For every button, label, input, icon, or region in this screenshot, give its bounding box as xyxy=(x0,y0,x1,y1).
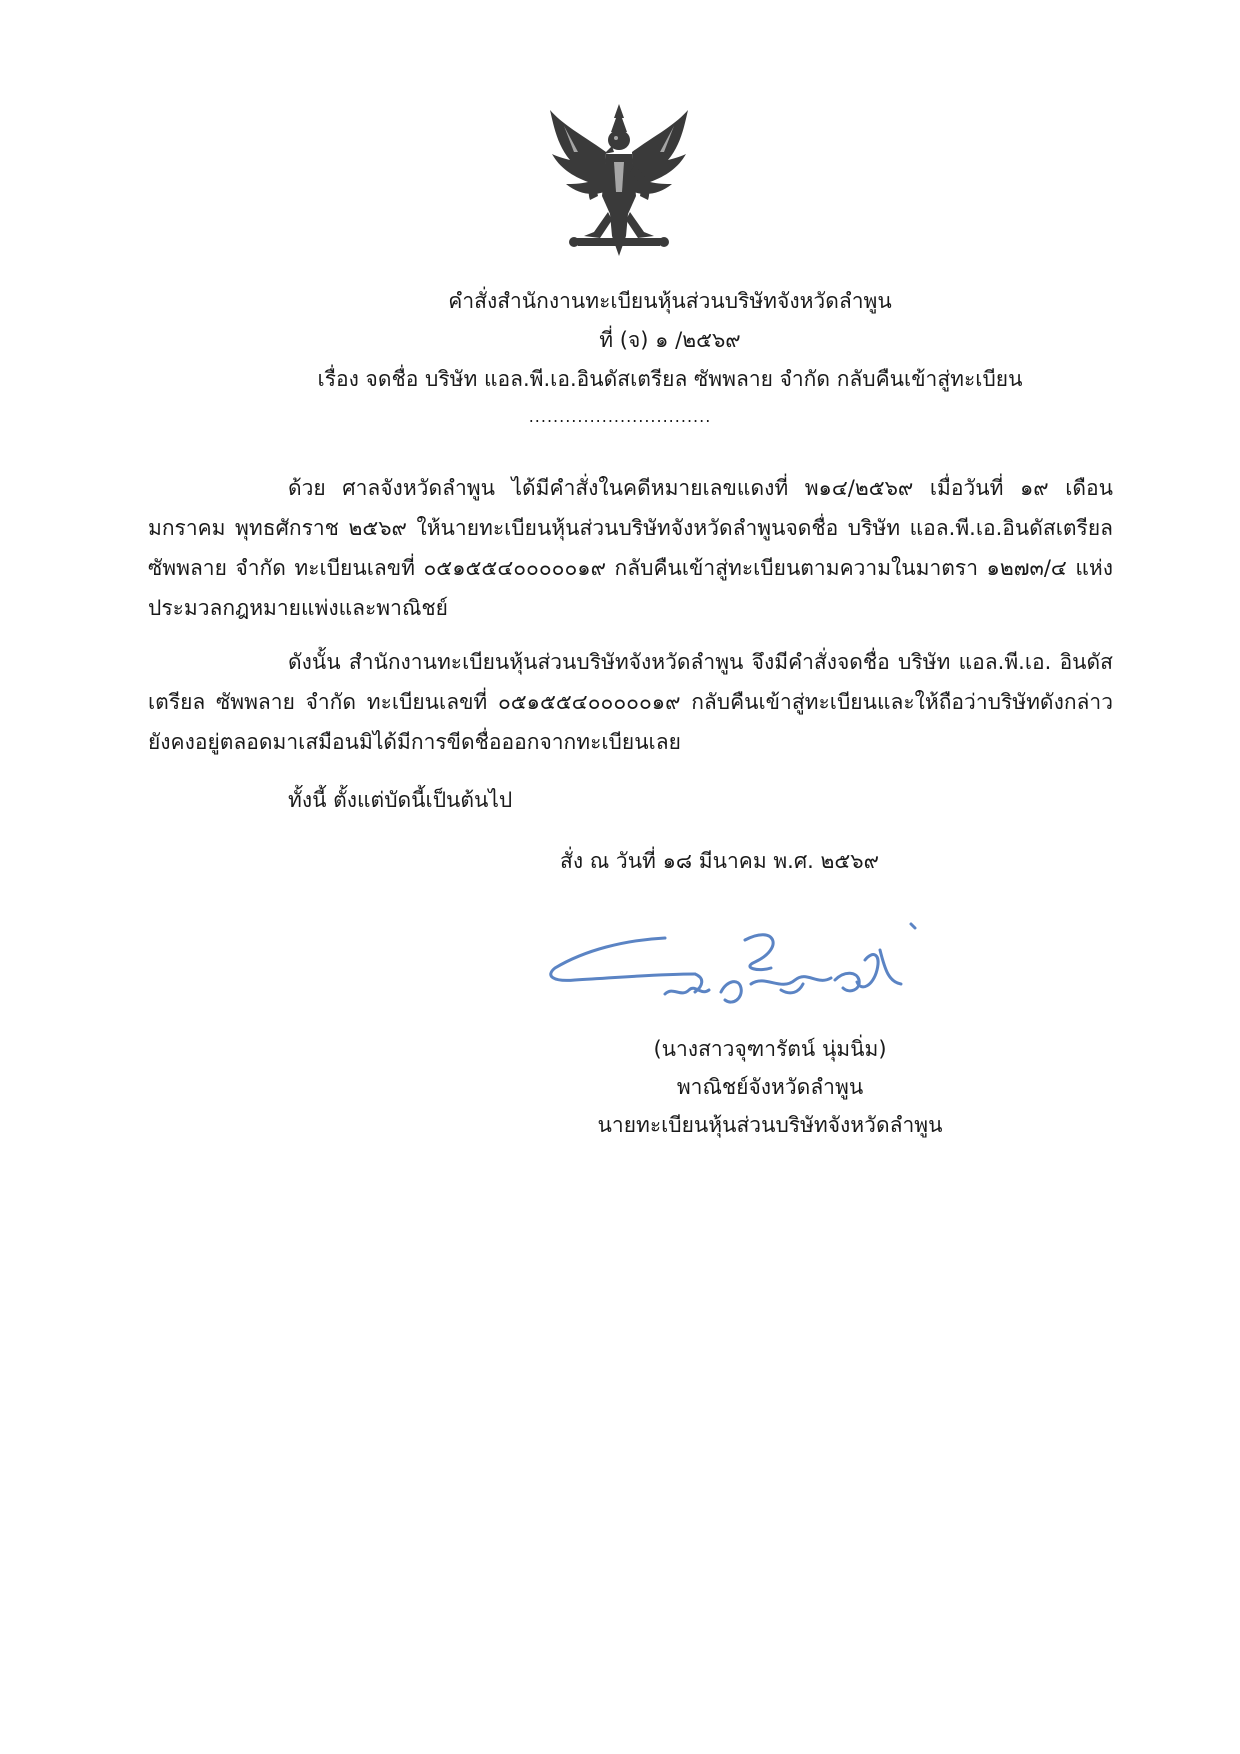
signer-role: นายทะเบียนหุ้นส่วนบริษัทจังหวัดลำพูน xyxy=(597,1113,943,1137)
body-paragraph-1 xyxy=(148,468,1113,628)
body-paragraph-2 xyxy=(148,642,1113,762)
signer-position: พาณิชย์จังหวัดลำพูน xyxy=(676,1075,864,1099)
garuda-emblem-icon xyxy=(544,96,694,261)
signer-name: (นางสาวจุฑารัตน์ นุ่มนิ่ม) xyxy=(653,1037,887,1061)
order-date: สั่ง ณ วันที่ ๑๘ มีนาคม พ.ศ. ๒๕๖๙ xyxy=(560,849,879,873)
body-paragraph-3: ทั้งนี้ ตั้งแต่บัดนี้เป็นต้นไป xyxy=(288,788,513,812)
handwritten-signature xyxy=(545,920,965,1025)
separator-dots: .............................. xyxy=(528,407,712,426)
document-number: ที่ (จ) ๑ /๒๕๖๙ xyxy=(599,328,741,352)
document-subject: เรื่อง จดชื่อ บริษัท แอล.พี.เอ.อินดัสเตรียล ซัพพลาย จำกัด กลับคืนเข้าสู่ทะเบียน xyxy=(317,367,1023,391)
paragraph-1-text: ด้วย ศาลจังหวัดลำพูน ได้มีคำสั่งในคดีหมายเลขแดงที่ พ๑๔/๒๕๖๙ เมื่อวันที่ ๑๙ เดือน มกราคม พุทธศักราช ๒๕๖๙ ให้นายทะเบียนหุ้นส่วนบริษัทจังหวัดลำพูนจดชื่อ บริษัท แอล.พี.เอ.อินดัสเตรียล ซัพพลาย จำกัด ทะเบียนเลขที่ ๐๕๑๕๕๔๐๐๐๐๐๑๙ กลับคืนเข้าสู่ทะเบียนตามความในมาตรา ๑๒๗๓/๔ แห่งประมวลกฎหมายแพ่งและพาณิชย์ xyxy=(148,476,1113,620)
paragraph-2-text: ดังนั้น สำนักงานทะเบียนหุ้นส่วนบริษัทจังหวัดลำพูน จึงมีคำสั่งจดชื่อ บริษัท แอล.พี.เอ. อินดัสเตรียล ซัพพลาย จำกัด ทะเบียนเลขที่ ๐๕๑๕๕๔๐๐๐๐๐๑๙ กลับคืนเข้าสู่ทะเบียนและให้ถือว่าบริษัทดังกล่าวยังคงอยู่ตลอดมาเสมือนมิได้มีการขีดชื่อออกจากทะเบียนเลย xyxy=(148,650,1113,754)
document-title: คำสั่งสำนักงานทะเบียนหุ้นส่วนบริษัทจังหวัดลำพูน xyxy=(448,289,892,313)
